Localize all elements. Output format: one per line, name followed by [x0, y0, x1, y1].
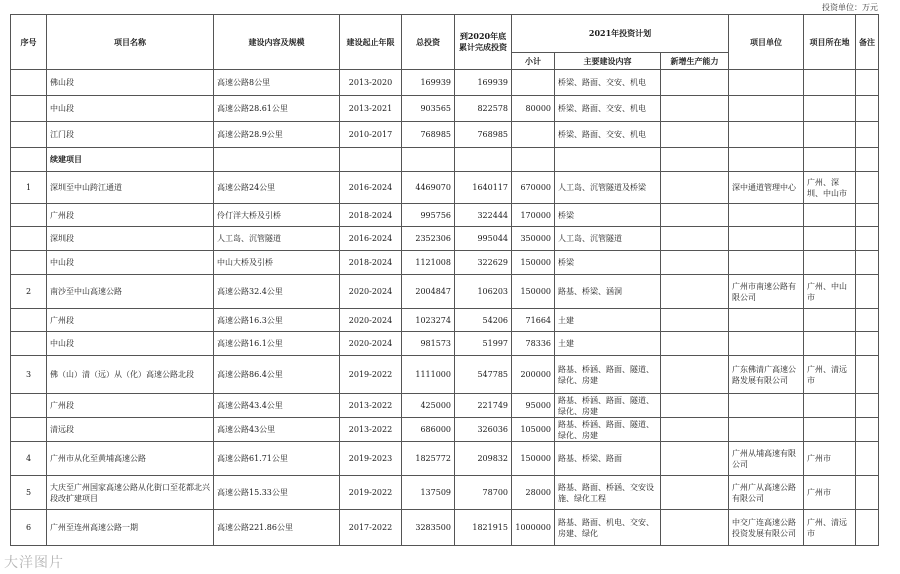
cell-content-scale: 人工岛、沉管隧道 [214, 227, 340, 251]
table-row [11, 356, 879, 394]
table-row [11, 418, 879, 442]
cell-location: 广州、中山市 [804, 275, 856, 309]
cell-seq: 2 [11, 275, 47, 309]
cell-remark [856, 148, 879, 172]
cell-content-scale: 高速公路16.1公里 [214, 332, 340, 356]
cell-main-content: 人工岛、沉管隧道及桥梁 [555, 172, 661, 204]
cell-subtotal: 28000 [512, 476, 555, 510]
cell-remark [856, 172, 879, 204]
cell-period: 2020-2024 [340, 275, 402, 309]
cell-main-content: 桥梁 [555, 204, 661, 227]
unit-note: 投资单位：万元 [822, 3, 878, 12]
table-row [11, 70, 879, 96]
cell-total-investment: 903565 [402, 96, 455, 122]
header-plan-2021: 2021年投资计划 [512, 15, 729, 53]
cell-seq [11, 332, 47, 356]
cell-project-name: 深圳段 [47, 227, 214, 251]
cell-cumulative-2020: 322629 [455, 251, 512, 275]
cell-project-unit [729, 204, 804, 227]
cell-remark [856, 96, 879, 122]
cell-project-unit [729, 122, 804, 148]
cell-subtotal [512, 148, 555, 172]
cell-cumulative-2020: 106203 [455, 275, 512, 309]
cell-cumulative-2020: 78700 [455, 476, 512, 510]
cell-cumulative-2020: 768985 [455, 122, 512, 148]
cell-new-capacity [661, 418, 729, 442]
cell-content-scale: 伶仃洋大桥及引桥 [214, 204, 340, 227]
cell-project-unit [729, 309, 804, 332]
cell-main-content [555, 148, 661, 172]
table-row [11, 510, 879, 546]
cell-cumulative-2020: 1821915 [455, 510, 512, 546]
cell-project-unit: 广州从埔高速有限公司 [729, 442, 804, 476]
table-row [11, 275, 879, 309]
cell-seq [11, 70, 47, 96]
cell-subtotal: 105000 [512, 418, 555, 442]
cell-remark [856, 394, 879, 418]
cell-project-unit [729, 394, 804, 418]
cell-new-capacity [661, 332, 729, 356]
cell-main-content: 土建 [555, 309, 661, 332]
cell-content-scale: 高速公路15.33公里 [214, 476, 340, 510]
cell-total-investment: 686000 [402, 418, 455, 442]
cell-cumulative-2020: 326036 [455, 418, 512, 442]
cell-subtotal: 170000 [512, 204, 555, 227]
cell-project-name: 中山段 [47, 251, 214, 275]
section-row [11, 148, 879, 172]
header-project-unit: 项目单位 [729, 15, 804, 70]
header-project-name: 项目名称 [47, 15, 214, 70]
cell-content-scale: 高速公路43.4公里 [214, 394, 340, 418]
cell-project-name: 佛（山）清（远）从（化）高速公路北段 [47, 356, 214, 394]
cell-cumulative-2020: 169939 [455, 70, 512, 96]
cell-project-unit: 中交广连高速公路投资发展有限公司 [729, 510, 804, 546]
cell-main-content: 路基、桥涵、路面、隧道、绿化、房建 [555, 418, 661, 442]
cell-remark [856, 418, 879, 442]
cell-main-content: 路基、桥涵、路面、隧道、绿化、房建 [555, 356, 661, 394]
table-row [11, 332, 879, 356]
header-period: 建设起止年限 [340, 15, 402, 70]
investment-plan-table [10, 14, 879, 546]
cell-subtotal: 150000 [512, 275, 555, 309]
cell-subtotal: 350000 [512, 227, 555, 251]
cell-seq: 4 [11, 442, 47, 476]
cell-content-scale: 高速公路24公里 [214, 172, 340, 204]
cell-main-content: 路基、路面、机电、交安、房建、绿化 [555, 510, 661, 546]
cell-remark [856, 251, 879, 275]
cell-new-capacity [661, 172, 729, 204]
cell-location [804, 70, 856, 96]
table-row [11, 204, 879, 227]
cell-period: 2019-2023 [340, 442, 402, 476]
cell-subtotal: 71664 [512, 309, 555, 332]
cell-seq [11, 148, 47, 172]
cell-total-investment: 4469070 [402, 172, 455, 204]
cell-subtotal: 1000000 [512, 510, 555, 546]
cell-total-investment: 768985 [402, 122, 455, 148]
cell-period: 2013-2020 [340, 70, 402, 96]
cell-location [804, 122, 856, 148]
cell-new-capacity [661, 148, 729, 172]
cell-seq [11, 251, 47, 275]
cell-total-investment: 3283500 [402, 510, 455, 546]
cell-period: 2016-2024 [340, 172, 402, 204]
cell-main-content: 路基、桥涵、路面、隧道、绿化、房建 [555, 394, 661, 418]
cell-total-investment: 981573 [402, 332, 455, 356]
cell-content-scale: 高速公路221.86公里 [214, 510, 340, 546]
cell-project-name: 江门段 [47, 122, 214, 148]
cell-location: 广州市 [804, 442, 856, 476]
cell-location: 广州市 [804, 476, 856, 510]
cell-project-name: 广州至连州高速公路一期 [47, 510, 214, 546]
table-row [11, 172, 879, 204]
cell-period [340, 148, 402, 172]
cell-cumulative-2020: 209832 [455, 442, 512, 476]
cell-subtotal: 80000 [512, 96, 555, 122]
cell-content-scale [214, 148, 340, 172]
table-row [11, 227, 879, 251]
table-row [11, 442, 879, 476]
cell-remark [856, 122, 879, 148]
cell-subtotal: 200000 [512, 356, 555, 394]
cell-main-content: 路基、路面、桥涵、交安设施、绿化工程 [555, 476, 661, 510]
header-location: 项目所在地 [804, 15, 856, 70]
cell-seq [11, 418, 47, 442]
cell-project-name: 广州段 [47, 309, 214, 332]
cell-period: 2013-2021 [340, 96, 402, 122]
cell-new-capacity [661, 510, 729, 546]
cell-new-capacity [661, 476, 729, 510]
header-content-scale: 建设内容及规模 [214, 15, 340, 70]
cell-project-unit [729, 227, 804, 251]
cell-location [804, 251, 856, 275]
table-row [11, 309, 879, 332]
cell-period: 2010-2017 [340, 122, 402, 148]
cell-project-unit [729, 418, 804, 442]
cell-cumulative-2020: 221749 [455, 394, 512, 418]
table-row [11, 251, 879, 275]
cell-total-investment: 1111000 [402, 356, 455, 394]
cell-content-scale: 高速公路28.9公里 [214, 122, 340, 148]
header-main-content: 主要建设内容 [555, 53, 661, 70]
cell-subtotal [512, 122, 555, 148]
cell-seq [11, 122, 47, 148]
cell-content-scale: 高速公路43公里 [214, 418, 340, 442]
cell-remark [856, 476, 879, 510]
cell-seq [11, 204, 47, 227]
cell-remark [856, 70, 879, 96]
header-total-investment: 总投资 [402, 15, 455, 70]
cell-project-unit: 广州广从高速公路有限公司 [729, 476, 804, 510]
cell-main-content: 路基、桥梁、路面 [555, 442, 661, 476]
cell-project-name: 中山段 [47, 332, 214, 356]
cell-project-name: 续建项目 [47, 148, 214, 172]
cell-seq: 6 [11, 510, 47, 546]
cell-main-content: 土建 [555, 332, 661, 356]
cell-project-unit: 广州市南速公路有限公司 [729, 275, 804, 309]
cell-location: 广州、清远市 [804, 356, 856, 394]
header-remark: 备注 [856, 15, 879, 70]
cell-main-content: 桥梁、路面、交安、机电 [555, 96, 661, 122]
cell-subtotal: 95000 [512, 394, 555, 418]
cell-period: 2020-2024 [340, 309, 402, 332]
cell-main-content: 桥梁、路面、交安、机电 [555, 122, 661, 148]
cell-location: 广州、清远市 [804, 510, 856, 546]
table-row [11, 476, 879, 510]
cell-location [804, 148, 856, 172]
cell-project-name: 广州段 [47, 204, 214, 227]
cell-new-capacity [661, 394, 729, 418]
cell-main-content: 人工岛、沉管隧道 [555, 227, 661, 251]
cell-new-capacity [661, 309, 729, 332]
cell-seq [11, 96, 47, 122]
cell-total-investment: 2352306 [402, 227, 455, 251]
cell-cumulative-2020 [455, 148, 512, 172]
cell-new-capacity [661, 356, 729, 394]
cell-content-scale: 高速公路86.4公里 [214, 356, 340, 394]
cell-cumulative-2020: 822578 [455, 96, 512, 122]
cell-total-investment: 425000 [402, 394, 455, 418]
table-row [11, 394, 879, 418]
cell-remark [856, 356, 879, 394]
cell-subtotal: 78336 [512, 332, 555, 356]
cell-location [804, 309, 856, 332]
cell-project-unit [729, 332, 804, 356]
cell-project-name: 广州段 [47, 394, 214, 418]
cell-new-capacity [661, 275, 729, 309]
cell-seq [11, 309, 47, 332]
cell-new-capacity [661, 227, 729, 251]
cell-subtotal: 670000 [512, 172, 555, 204]
cell-location [804, 394, 856, 418]
cell-project-name: 大庆至广州国家高速公路从化街口至花都北兴段改扩建项目 [47, 476, 214, 510]
cell-period: 2018-2024 [340, 251, 402, 275]
cell-seq [11, 394, 47, 418]
cell-seq: 3 [11, 356, 47, 394]
cell-location [804, 204, 856, 227]
cell-total-investment: 1825772 [402, 442, 455, 476]
cell-remark [856, 442, 879, 476]
cell-remark [856, 227, 879, 251]
cell-project-name: 清远段 [47, 418, 214, 442]
cell-location [804, 227, 856, 251]
cell-new-capacity [661, 70, 729, 96]
cell-remark [856, 510, 879, 546]
cell-new-capacity [661, 204, 729, 227]
cell-main-content: 桥梁 [555, 251, 661, 275]
cell-location [804, 96, 856, 122]
cell-project-unit: 深中通道管理中心 [729, 172, 804, 204]
cell-project-name: 南沙至中山高速公路 [47, 275, 214, 309]
cell-subtotal: 150000 [512, 251, 555, 275]
cell-project-name: 深圳至中山跨江通道 [47, 172, 214, 204]
cell-total-investment: 137509 [402, 476, 455, 510]
cell-period: 2020-2024 [340, 332, 402, 356]
cell-cumulative-2020: 1640117 [455, 172, 512, 204]
watermark: 大洋图片 [4, 555, 64, 571]
header-seq: 序号 [11, 15, 47, 70]
cell-project-name: 中山段 [47, 96, 214, 122]
cell-content-scale: 高速公路32.4公里 [214, 275, 340, 309]
cell-seq: 1 [11, 172, 47, 204]
cell-period: 2018-2024 [340, 204, 402, 227]
cell-total-investment: 1023274 [402, 309, 455, 332]
cell-seq: 5 [11, 476, 47, 510]
cell-project-unit [729, 70, 804, 96]
cell-cumulative-2020: 995044 [455, 227, 512, 251]
cell-content-scale: 高速公路8公里 [214, 70, 340, 96]
cell-period: 2013-2022 [340, 418, 402, 442]
cell-total-investment: 1121008 [402, 251, 455, 275]
cell-total-investment [402, 148, 455, 172]
table-row [11, 122, 879, 148]
cell-cumulative-2020: 54206 [455, 309, 512, 332]
cell-new-capacity [661, 96, 729, 122]
cell-period: 2016-2024 [340, 227, 402, 251]
cell-content-scale: 中山大桥及引桥 [214, 251, 340, 275]
cell-new-capacity [661, 442, 729, 476]
cell-project-unit [729, 96, 804, 122]
cell-project-unit: 广东佛清广高速公路发展有限公司 [729, 356, 804, 394]
cell-cumulative-2020: 51997 [455, 332, 512, 356]
cell-remark [856, 309, 879, 332]
header-new-capacity: 新增生产能力 [661, 53, 729, 70]
cell-main-content: 桥梁、路面、交安、机电 [555, 70, 661, 96]
cell-period: 2013-2022 [340, 394, 402, 418]
cell-period: 2017-2022 [340, 510, 402, 546]
cell-project-name: 佛山段 [47, 70, 214, 96]
cell-location [804, 332, 856, 356]
cell-content-scale: 高速公路16.3公里 [214, 309, 340, 332]
cell-cumulative-2020: 322444 [455, 204, 512, 227]
cell-period: 2019-2022 [340, 356, 402, 394]
cell-total-investment: 2004847 [402, 275, 455, 309]
cell-project-name: 广州市从化至黄埔高速公路 [47, 442, 214, 476]
cell-total-investment: 169939 [402, 70, 455, 96]
cell-new-capacity [661, 122, 729, 148]
cell-seq [11, 227, 47, 251]
cell-content-scale: 高速公路61.71公里 [214, 442, 340, 476]
cell-content-scale: 高速公路28.61公里 [214, 96, 340, 122]
cell-project-unit [729, 251, 804, 275]
cell-main-content: 路基、桥梁、涵洞 [555, 275, 661, 309]
cell-remark [856, 204, 879, 227]
cell-location: 广州、深圳、中山市 [804, 172, 856, 204]
cell-total-investment: 995756 [402, 204, 455, 227]
header-cumulative-2020: 到2020年底累计完成投资 [455, 15, 512, 70]
cell-location [804, 418, 856, 442]
cell-period: 2019-2022 [340, 476, 402, 510]
cell-remark [856, 275, 879, 309]
cell-subtotal: 150000 [512, 442, 555, 476]
cell-remark [856, 332, 879, 356]
header-row [11, 15, 879, 53]
header-subtotal: 小计 [512, 53, 555, 70]
cell-project-unit [729, 148, 804, 172]
table-row [11, 96, 879, 122]
cell-subtotal [512, 70, 555, 96]
cell-cumulative-2020: 547785 [455, 356, 512, 394]
cell-new-capacity [661, 251, 729, 275]
